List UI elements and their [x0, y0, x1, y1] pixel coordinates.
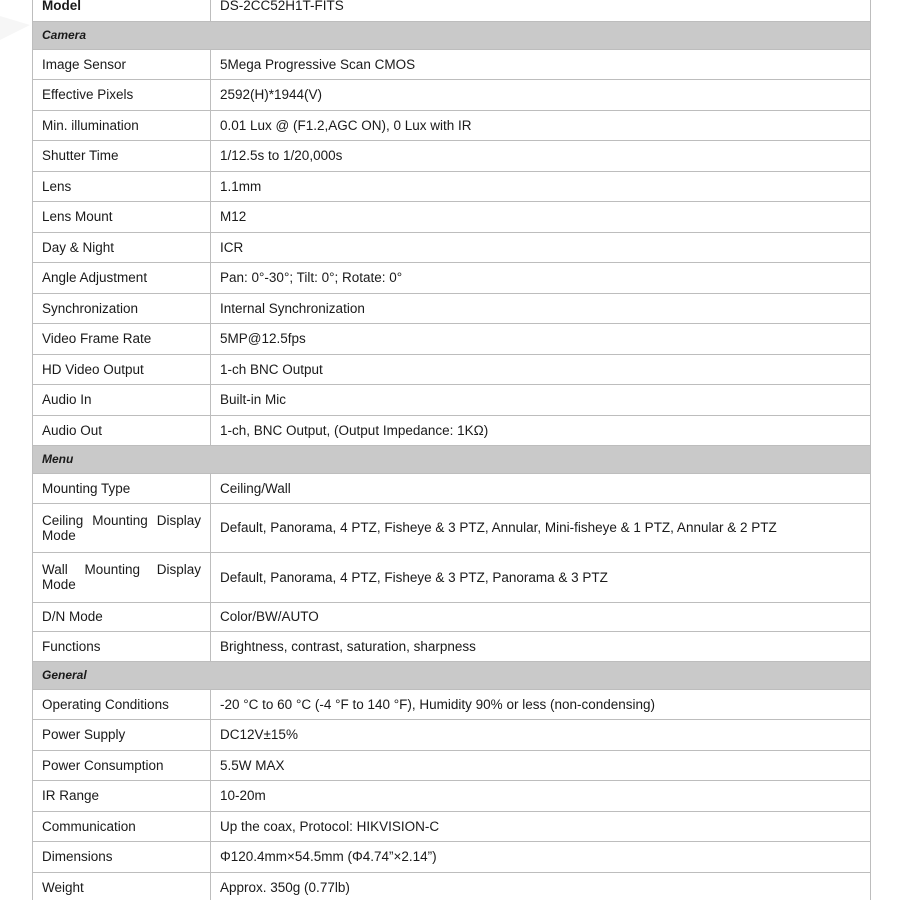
spec-value: Color/BW/AUTO: [211, 602, 871, 632]
spec-value: 0.01 Lux @ (F1.2,AGC ON), 0 Lux with IR: [211, 110, 871, 141]
table-row: [33, 49, 871, 80]
spec-label: Video Frame Rate: [33, 324, 211, 355]
spec-label: Shutter Time: [33, 141, 211, 172]
table-row: [33, 632, 871, 662]
table-row: [33, 202, 871, 233]
model-label: Model: [33, 0, 211, 21]
spec-value: Approx. 350g (0.77lb): [211, 872, 871, 900]
table-row: [33, 80, 871, 111]
spec-value: 5Mega Progressive Scan CMOS: [211, 49, 871, 80]
spec-value: 1-ch BNC Output: [211, 354, 871, 385]
table-row: [33, 602, 871, 632]
spec-value: Up the coax, Protocol: HIKVISION-C: [211, 811, 871, 842]
spec-value: Brightness, contrast, saturation, sharpness: [211, 632, 871, 662]
section-title-menu: Menu: [33, 446, 871, 474]
spec-value: Ceiling/Wall: [211, 474, 871, 504]
spec-value: 1-ch, BNC Output, (Output Impedance: 1KΩ): [211, 415, 871, 446]
section-title-general: General: [33, 661, 871, 689]
spec-value: Internal Synchronization: [211, 293, 871, 324]
spec-value: 10-20m: [211, 781, 871, 812]
spec-label: Day & Night: [33, 232, 211, 263]
table-row: [33, 811, 871, 842]
spec-value: Φ120.4mm×54.5mm (Φ4.74”×2.14”): [211, 842, 871, 873]
table-row: [33, 263, 871, 294]
spec-value: 5MP@12.5fps: [211, 324, 871, 355]
section-header-camera: [33, 21, 871, 49]
spec-label: Lens: [33, 171, 211, 202]
table-row: [33, 354, 871, 385]
table-row: [33, 110, 871, 141]
table-row: [33, 503, 871, 553]
spec-label: Communication: [33, 811, 211, 842]
spec-label: Audio In: [33, 385, 211, 416]
spec-value: Default, Panorama, 4 PTZ, Fisheye & 3 PTZ, Panorama & 3 PTZ: [211, 553, 871, 603]
spec-label: Dimensions: [33, 842, 211, 873]
spec-label: HD Video Output: [33, 354, 211, 385]
spec-label: Functions: [33, 632, 211, 662]
table-row: [33, 689, 871, 720]
spec-value: Pan: 0°-30°; Tilt: 0°; Rotate: 0°: [211, 263, 871, 294]
spec-label: Power Consumption: [33, 750, 211, 781]
spec-label: Ceiling Mounting Display Mode: [33, 503, 211, 553]
table-row: [33, 842, 871, 873]
spec-value: M12: [211, 202, 871, 233]
spec-label: Synchronization: [33, 293, 211, 324]
spec-value: 1/12.5s to 1/20,000s: [211, 141, 871, 172]
spec-value: DC12V±15%: [211, 720, 871, 751]
spec-label: Operating Conditions: [33, 689, 211, 720]
table-row: [33, 232, 871, 263]
table-row: [33, 750, 871, 781]
spec-value: -20 °C to 60 °C (-4 °F to 140 °F), Humidity 90% or less (non-condensing): [211, 689, 871, 720]
spec-value: 2592(H)*1944(V): [211, 80, 871, 111]
spec-label: Audio Out: [33, 415, 211, 446]
spec-label: D/N Mode: [33, 602, 211, 632]
spec-label: IR Range: [33, 781, 211, 812]
section-header-menu: [33, 446, 871, 474]
spec-label: Min. illumination: [33, 110, 211, 141]
spec-label: Image Sensor: [33, 49, 211, 80]
table-row: [33, 324, 871, 355]
spec-value: 1.1mm: [211, 171, 871, 202]
table-row-model: [33, 0, 871, 21]
table-row: [33, 141, 871, 172]
spec-value: ICR: [211, 232, 871, 263]
spec-label: Wall Mounting Display Mode: [33, 553, 211, 603]
spec-label: Power Supply: [33, 720, 211, 751]
spec-label: Effective Pixels: [33, 80, 211, 111]
table-row: [33, 720, 871, 751]
table-row: [33, 415, 871, 446]
spec-label: Lens Mount: [33, 202, 211, 233]
spec-value: Built-in Mic: [211, 385, 871, 416]
section-title-camera: Camera: [33, 21, 871, 49]
table-row: [33, 171, 871, 202]
table-row: [33, 872, 871, 900]
spec-label: Angle Adjustment: [33, 263, 211, 294]
table-row: [33, 553, 871, 603]
spec-label: Mounting Type: [33, 474, 211, 504]
spec-value: Default, Panorama, 4 PTZ, Fisheye & 3 PTZ, Annular, Mini-fisheye & 1 PTZ, Annular & 2 PTZ: [211, 503, 871, 553]
spec-label: Weight: [33, 872, 211, 900]
table-row: [33, 385, 871, 416]
table-row: [33, 293, 871, 324]
table-row: [33, 781, 871, 812]
section-header-general: [33, 661, 871, 689]
spec-table: [32, 0, 871, 900]
table-row: [33, 474, 871, 504]
spec-value: 5.5W MAX: [211, 750, 871, 781]
model-value: DS-2CC52H1T-FITS: [211, 0, 871, 21]
